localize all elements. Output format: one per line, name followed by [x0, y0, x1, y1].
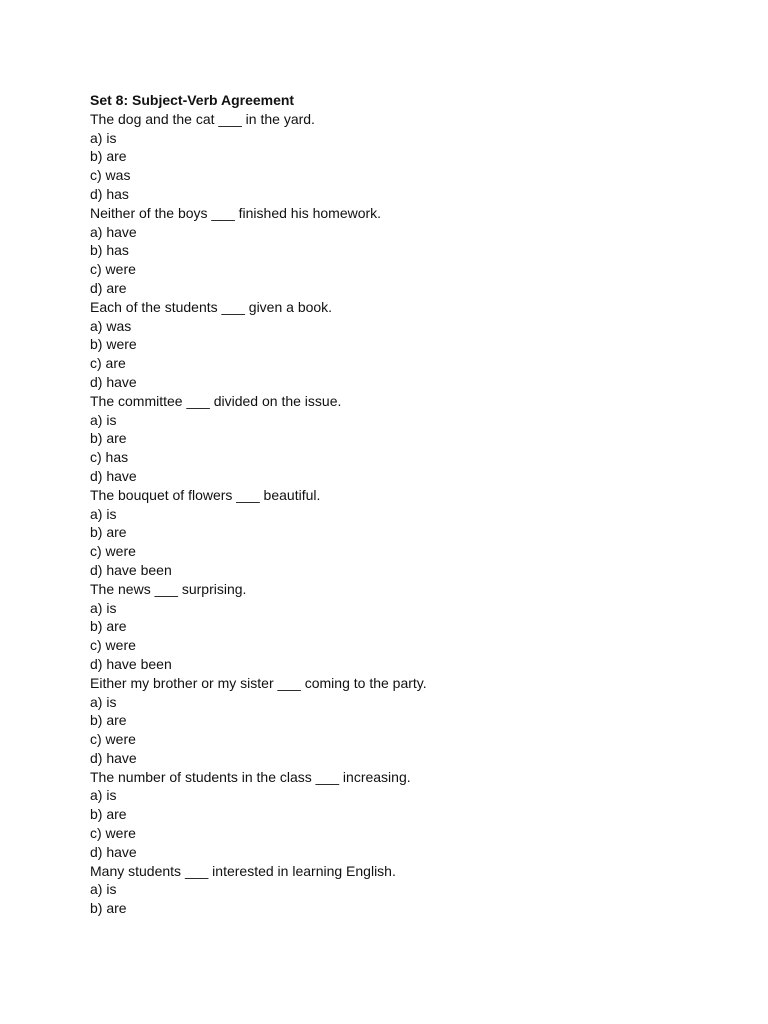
question-block — [90, 768, 730, 862]
option-d: d) have been — [90, 561, 172, 578]
option-d: d) have — [90, 373, 137, 390]
question-prompt: The dog and the cat ___ in the yard. — [90, 110, 315, 127]
option-d: d) have — [90, 843, 137, 860]
question-block — [90, 298, 730, 392]
option-c: c) has — [90, 449, 129, 466]
question-prompt: The news ___ surprising. — [90, 580, 247, 597]
option-a: a) is — [90, 505, 117, 522]
option-d: d) have been — [90, 655, 172, 672]
option-c: c) were — [90, 543, 136, 560]
option-c: c) were — [90, 637, 136, 654]
question-prompt: The committee ___ divided on the issue. — [90, 392, 342, 409]
option-b: b) are — [90, 430, 127, 447]
question-block — [90, 862, 730, 918]
option-c: c) were — [90, 261, 136, 278]
question-block — [90, 580, 730, 674]
question-block — [90, 110, 730, 204]
question-prompt: The bouquet of flowers ___ beautiful. — [90, 486, 321, 503]
question-prompt: Neither of the boys ___ finished his homework. — [90, 204, 382, 221]
question-prompt: The number of students in the class ___ increasing. — [90, 768, 411, 785]
option-a: a) is — [90, 411, 117, 428]
option-a: a) is — [90, 787, 117, 804]
option-a: a) is — [90, 693, 117, 710]
option-b: b) are — [90, 712, 127, 729]
option-a: a) is — [90, 599, 117, 616]
document-page — [90, 91, 730, 918]
option-b: b) are — [90, 524, 127, 541]
question-block — [90, 674, 730, 768]
option-b: b) are — [90, 618, 127, 635]
option-a: a) is — [90, 881, 117, 898]
option-a: a) was — [90, 317, 132, 334]
option-d: d) has — [90, 185, 129, 202]
option-a: a) have — [90, 223, 137, 240]
option-b: b) are — [90, 806, 127, 823]
question-prompt: Either my brother or my sister ___ coming to the party. — [90, 674, 427, 691]
document-title: Set 8: Subject-Verb Agreement — [90, 92, 295, 108]
option-d: d) have — [90, 749, 137, 766]
option-c: c) was — [90, 167, 131, 184]
option-d: d) are — [90, 279, 127, 296]
option-d: d) have — [90, 467, 137, 484]
question-prompt: Each of the students ___ given a book. — [90, 298, 333, 315]
option-b: b) has — [90, 242, 129, 259]
option-b: b) were — [90, 336, 137, 353]
option-b: b) are — [90, 900, 127, 917]
question-block — [90, 392, 730, 486]
option-c: c) were — [90, 825, 136, 842]
option-a: a) is — [90, 129, 117, 146]
question-prompt: Many students ___ interested in learning English. — [90, 862, 396, 879]
option-c: c) are — [90, 355, 126, 372]
option-c: c) were — [90, 731, 136, 748]
option-b: b) are — [90, 148, 127, 165]
question-block — [90, 204, 730, 298]
question-block — [90, 486, 730, 580]
